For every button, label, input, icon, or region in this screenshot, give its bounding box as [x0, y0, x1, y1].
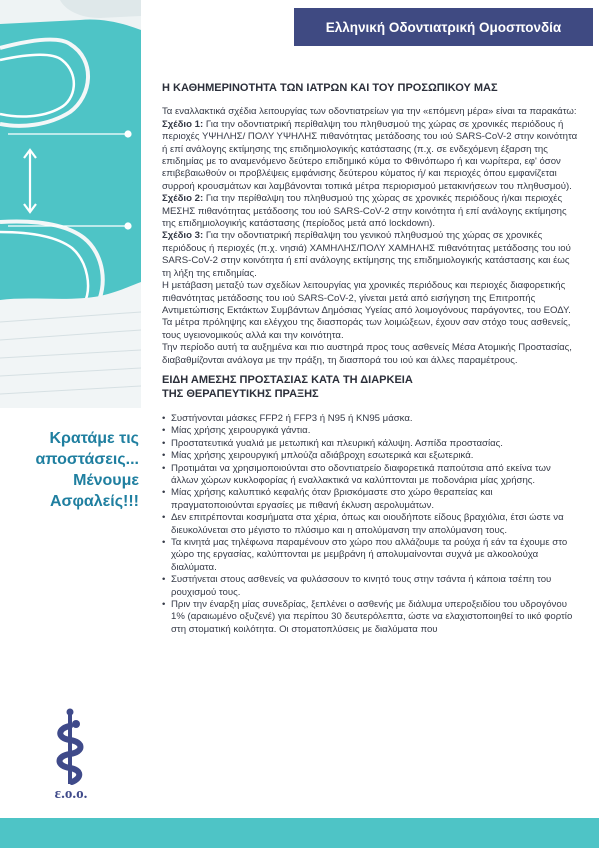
- mask-illustration: [0, 0, 141, 408]
- tagline-line: Μένουμε: [73, 472, 139, 489]
- heading-line: ΤΗΣ ΘΕΡΑΠΕΥΤΙΚΗΣ ΠΡΑΞΗΣ: [162, 387, 319, 400]
- footer-bar: [141, 818, 599, 848]
- plan-1: [162, 119, 578, 193]
- list-item: • Τα κινητά μας τηλέφωνα παραμένουν στο χώρο που αλλάζουμε τα ρούχα ή εάν τα έχουμε στο χώρο της εργασίας, καλύπτονται με μεμβράνη ή απολυμαίνονται συχνά με αλκοολούχα διαλύματα.: [162, 537, 578, 574]
- protection-list: [162, 413, 578, 636]
- heading-line: ΕΙΔΗ ΑΜΕΣΗΣ ΠΡΟΣΤΑΣΙΑΣ ΚΑΤΑ ΤΗ ΔΙΑΡΚΕΙΑ: [162, 373, 413, 386]
- surgical-mask-photo: [0, 0, 141, 408]
- logo-text: ε.ο.ο.: [54, 786, 88, 802]
- footer-bar-left: [0, 818, 141, 848]
- plan-label: Σχέδιο 3:: [162, 230, 204, 242]
- organization-title: Ελληνική Οδοντιατρική Ομοσπονδία: [294, 8, 593, 46]
- plan-text: Για την οδοντιατρική περίθαλψη του γενικού πληθυσμού της χώρας σε χρονικές περιόδους ή περιοχές (π.χ. νησιά) ΧΑΜΗΛΗΣ/ΠΟΛΥ ΧΑΜΗΛΗΣ πιθανότητας μετάδοσης του ιού SARS-CoV-2 στην κοινότητα ή επί ανάλογης εκτίμησης της επιδημιολογικής κατάστασης και έως τη λήξη της επιδημίας.: [162, 230, 571, 279]
- measures-paragraph: Τα μέτρα πρόληψης και ελέγχου της διασποράς των λοιμώξεων, έχουν σαν στόχο τους ασθενείς, τους υγειονομικούς αλλά και την κοινότητα.: [162, 317, 571, 341]
- period-paragraph: Την περίοδο αυτή τα αυξημένα και πιο αυστηρά προς τους ασθενείς Μέσα Ατομικής Προστασίας, διαβαθμίζονται ανάλογα με την πράξη, τη διασπορά του ιού και άλλες παραμέτρους.: [162, 342, 572, 366]
- left-sidebar: [0, 0, 141, 848]
- main-content: [162, 82, 578, 636]
- transition-paragraph: Η μετάβαση μεταξύ των σχεδίων λειτουργίας για χρονικές περιόδους και περιοχές διαφορετικής πιθανότητας μετάδοσης του ιού SARS-CoV-2, γίνεται μετά από εισήγηση της Επιτροπής Αντιμετώπισης Εκτάκτων Συμβάντων Δημόσιας Υγείας από λοιμογόνους παράγοντες, του ΕΟΔΥ.: [162, 280, 571, 316]
- protection-heading: [162, 373, 578, 401]
- intro-paragraph: Τα εναλλακτικά σχέδια λειτουργίας των οδοντιατρείων για την «επόμενη μέρα» είναι τα παρακάτω:: [162, 106, 577, 118]
- list-item: • Μίας χρήσης χειρουργική μπλούζα αδιάβροχη εσωτερικά και εξωτερικά.: [162, 450, 578, 462]
- tagline-line: αποστάσεις...: [35, 451, 139, 468]
- plan-text: Για την περίθαλψη του πληθυσμού της χώρας σε χρονικές περιόδους ή/και περιοχές ΜΕΣΗΣ πιθανότητας μετάδοσης του ιού SARS-CoV-2 στην κοινότητα ή επί ανάλογης εκτίμησης της επιδημιολογικής κατάστασης (περίοδος μετά από lockdown).: [162, 193, 567, 230]
- tagline-line: Κρατάμε τις: [49, 430, 139, 447]
- plan-label: Σχέδιο 2:: [162, 193, 204, 205]
- list-item: • Δεν επιτρέπονται κοσμήματα στα χέρια, όπως και οιουδήποτε είδους βραχιόλια, έτσι ώστε να διευκολύνεται στο μέγιστο το πλύσιμο και η απολύμανση την απολύμανση τους.: [162, 512, 578, 537]
- plan-2: [162, 193, 578, 230]
- plan-text: Για την οδοντιατρική περίθαλψη του πληθυσμού της χώρας σε χρονικές περιόδους ή περιοχές ΥΨΗΛΗΣ/ ΠΟΛΥ ΥΨΗΛΗΣ πιθανότητας μετάδοσης του ιού SARS-CoV-2 στην κοινότητα ή επί ανάλογης εκτίμησης της επιδημιολογικής κατάστασης (π.χ. σε ενδεχόμενη έξαρση της επιδημίας με το αναμενόμενο δεύτερο επιδημικό κύμα το Φθινόπωρο ή και νωρίτερα, εφ' όσον επιβεβαιωθούν οι προβλέψεις εμφάνισης δεύτερου κύματος ή/ και περιοχές όπου εμφανίζεται συρροή κρουσμάτων και λαμβάνονται τοπικά μέτρα περιορισμού μετακινήσεων του πληθυσμού).: [162, 118, 578, 192]
- list-item: • Μίας χρήσης χειρουργικά γάντια.: [162, 425, 578, 437]
- tagline-line: Ασφαλείς!!!: [49, 493, 139, 510]
- list-item: • Συστήνονται μάσκες FFP2 ή FFP3 ή N95 ή KN95 μάσκα.: [162, 413, 578, 425]
- list-item: • Προστατευτικά γυαλιά με μετωπική και πλευρική κάλυψη. Ασπίδα προστασίας.: [162, 438, 578, 450]
- plan-label: Σχέδιο 1:: [162, 118, 204, 130]
- plan-3: [162, 230, 578, 280]
- campaign-tagline: [6, 428, 139, 512]
- section-heading: Η ΚΑΘΗΜΕΡΙΝΟΤΗΤΑ ΤΩΝ ΙΑΤΡΩΝ ΚΑΙ ΤΟΥ ΠΡΟΣΩΠΙΚΟΥ ΜΑΣ: [162, 82, 498, 94]
- list-item: • Προτιμάται να χρησιμοποιούνται στο οδοντιατρείο διαφορετικά παπούτσια από εκείνα των άλλων χώρων κυκλοφορίας ή εναλλακτικά να καλύπτονται με ποδονάρια μίας χρήσης.: [162, 463, 578, 488]
- list-item: • Συστήνεται στους ασθενείς να φυλάσσουν το κινητό τους στην τσάντα ή κάποια τσέπη του ρουχισμού τους.: [162, 574, 578, 599]
- list-item: • Μίας χρήσης καλυπτικό κεφαλής όταν βρισκόμαστε στο χώρο θεραπείας και πραγματοποιούνται εργασίες με πιθανή έκλυση αερολυμάτων.: [162, 487, 578, 512]
- list-item: • Πριν την έναρξη μίας συνεδρίας, ξεπλένει ο ασθενής με διάλυμα υπεροξειδίου του υδρογόνου 1% (αραιωμένο οξυζενέ) για περίπου 30 δευτερόλεπτα, ώστε να ελαχιστοποιηθεί το ιικό φορτίο στη στοματική κοιλότητα. Οι στοματοπλύσεις με διαλύματα που: [162, 599, 578, 636]
